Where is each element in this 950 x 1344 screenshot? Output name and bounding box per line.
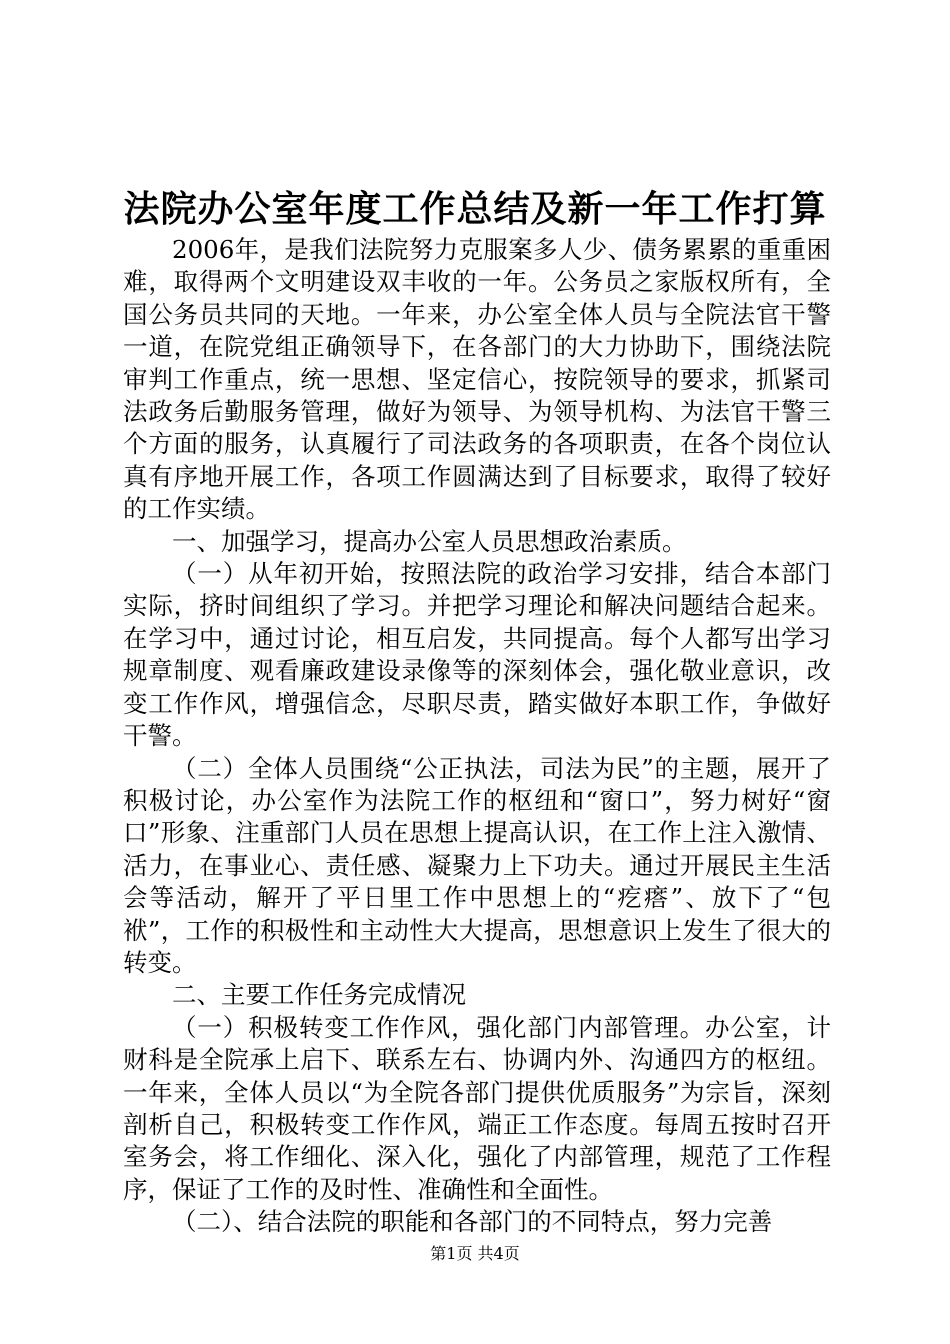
paragraph-2-1: （一）积极转变工作作风，强化部门内部管理。办公室，计财科是全院承上启下、联系左右、协调内外、沟通四方的枢纽。一年来，全体人员以“为全院各部门提供优质服务”为宗旨，深刻剖析自己，积极转变工作作风，端正工作态度。每周五按时召开室务会，将工作细化、深入化，强化了内部管理，规范了工作程序，保证了工作的及时性、准确性和全面性。	[123, 1012, 831, 1204]
paragraph-1-2: （二）全体人员围绕“公正执法，司法为民”的主题，展开了积极讨论，办公室作为法院工作的枢纽和“窗口”，努力树好“窗口”形象、注重部门人员在思想上提高认识，在工作上注入激情、活力，在事业心、责任感、凝聚力上下功夫。通过开展民主生活会等活动，解开了平日里工作中思想上的“疙瘩”、放下了“包袱”，工作的积极性和主动性大大提高，思想意识上发生了很大的转变。	[123, 753, 831, 977]
heading-section-1: 一、加强学习，提高办公室人员思想政治素质。	[172, 526, 687, 556]
page-footer: 第1页 共4页	[430, 1244, 520, 1263]
paragraph-2-2: （二）、结合法院的职能和各部门的不同特点，努力完善	[172, 1207, 773, 1237]
paragraph-intro: 2006年，是我们法院努力克服案多人少、债务累累的重重困难，取得两个文明建设双丰收的一年。公务员之家版权所有，全国公务员共同的天地。一年来，办公室全体人员与全院法官干警一道，在院党组正确领导下，在各部门的大力协助下，围绕法院审判工作重点，统一思想、坚定信心，按院领导的要求，抓紧司法政务后勤服务管理，做好为领导、为领导机构、为法官干警三个方面的服务，认真履行了司法政务的各项职责，在各个岗位认真有序地开展工作，各项工作圆满达到了目标要求，取得了较好的工作实绩。	[123, 235, 831, 524]
document-title: 法院办公室年度工作总结及新一年工作打算	[123, 188, 827, 230]
paragraph-1-1: （一）从年初开始，按照法院的政治学习安排，结合本部门实际，挤时间组织了学习。并把学习理论和解决问题结合起来。在学习中，通过讨论，相互启发，共同提高。每个人都写出学习规章制度、观看廉政建设录像等的深刻体会，强化敬业意识，改变工作作风，增强信念，尽职尽责，踏实做好本职工作，争做好干警。	[123, 559, 831, 751]
document-body	[123, 234, 831, 1239]
heading-section-2: 二、主要工作任务完成情况	[172, 980, 466, 1010]
